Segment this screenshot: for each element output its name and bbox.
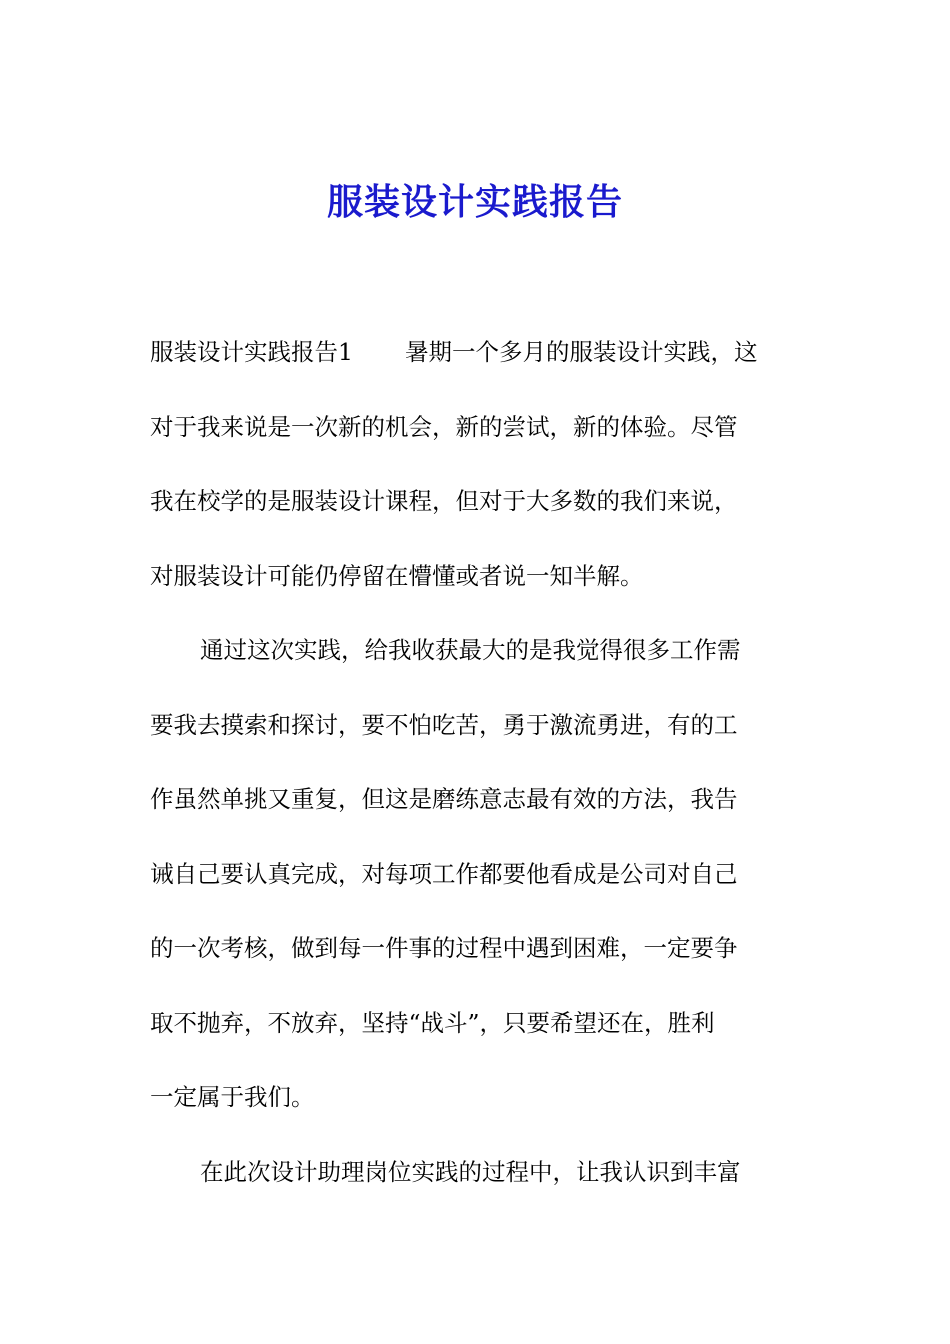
text-line: 对于我来说是一次新的机会，新的尝试，新的体验。尽管 bbox=[150, 412, 738, 441]
text-line: 我在校学的是服装设计课程，但对于大多数的我们来说， bbox=[150, 487, 738, 515]
text-line: 的一次考核，做到每一件事的过程中遇到困难，一定要争 bbox=[150, 934, 738, 962]
document-body bbox=[150, 332, 810, 1226]
text-line: 诫自己要认真完成，对每项工作都要他看成是公司对自己 bbox=[150, 859, 738, 888]
paragraph-1-line-1 bbox=[150, 332, 810, 407]
text-line: 作虽然单挑又重复，但这是磨练意志最有效的方法，我告 bbox=[150, 785, 738, 813]
text-line: 取不抛弃，不放弃，坚持“战斗”，只要希望还在，胜利 bbox=[150, 1008, 715, 1037]
text-line: 对服装设计可能仍停留在懵懂或者说一知半解。 bbox=[150, 561, 644, 590]
text-line: 要我去摸索和探讨，要不怕吃苦，勇于激流勇进，有的工 bbox=[150, 710, 738, 739]
text-line: 在此次设计助理岗位实践的过程中，让我认识到丰富 bbox=[200, 1157, 741, 1186]
paragraph-1-first-line-text: 暑期一个多月的服装设计实践，这 bbox=[404, 338, 758, 366]
report-section-heading: 服装设计实践报告1 bbox=[150, 338, 353, 366]
document-title: 服装设计实践报告 bbox=[326, 181, 623, 223]
text-line: 通过这次实践，给我收获最大的是我觉得很多工作需 bbox=[200, 636, 741, 664]
text-line: 一定属于我们。 bbox=[150, 1083, 315, 1111]
